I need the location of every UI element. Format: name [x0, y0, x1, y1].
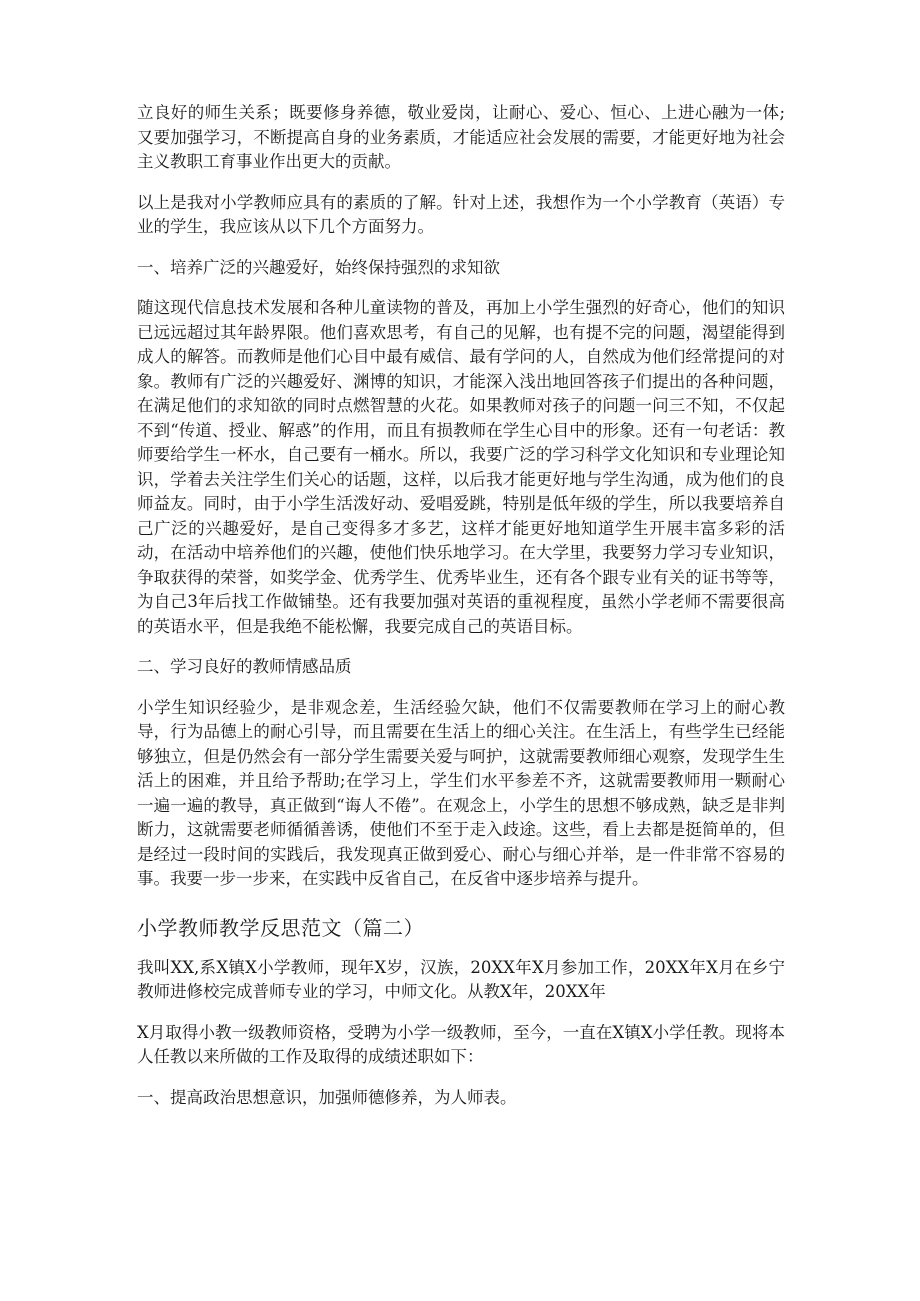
document-page	[137, 101, 785, 1126]
section-heading-emotional-quality: 二、学习良好的教师情感品质	[137, 657, 352, 676]
paragraph-self-intro: 我叫XX,系X镇X小学教师，现年X岁，汉族，20XX年X月参加工作，20XX年X月在乡宁教师进修校完成普师专业的学习，中师文化。从教X年，20XX年	[137, 957, 785, 1001]
article-title: 小学教师教学反思范文（篇二）	[137, 915, 424, 940]
paragraph-teacher-relations: 立良好的师生关系；既要修身养德，敬业爱岗，让耐心、爱心、恒心、上进心融为一体;又要加强学习，不断提高自身的业务素质，才能适应社会发展的需要，才能更好地为社会主义教职工育事业作出更大的贡献。	[137, 103, 785, 171]
paragraph-qualification: X月取得小教一级教师资格，受聘为小学一级教师，至今，一直在X镇X小学任教。现将本人任教以来所做的工作及取得的成绩述职如下：	[137, 1022, 785, 1066]
section-heading-interests: 一、培养广泛的兴趣爱好，始终保持强烈的求知欲	[137, 257, 500, 277]
section-heading-political: 一、提高政治思想意识，加强师德修养，为人师表。	[137, 1087, 517, 1107]
paragraph-interests: 随这现代信息技术发展和各种儿童读物的普及，再加上小学生强烈的好奇心，他们的知识已远远超过其年龄界限。他们喜欢思考，有自己的见解，也有提不完的问题，渴望能得到成人的解答。而教师是他们心目中最有威信、最有学问的人，自然成为他们经常提问的对象。教师有广泛的兴趣爱好、渊博的知识，才能深入浅出地回答孩子们提出的各种问题，在满足他们的求知欲的同时点燃智慧的火花。如果教师对孩子的问题一问三不知，不仅起不到“传道、授业、解惑”的作用，而且有损教师在学生心目中的形象。还有一句老话：教师要给学生一杯水，自己要有一桶水。所以，我要广泛的学习科学文化知识和专业理论知识，学着去关注学生们关心的话题，这样，以后我才能更好地与学生沟通，成为他们的良师益友。同时，由于小学生活泼好动、爱唱爱跳，特别是低年级的学生，所以我要培养自己广泛的兴趣爱好，是自己变得多才多艺，这样才能更好地知道学生开展丰富多彩的活动，在活动中培养他们的兴趣，使他们快乐地学习。在大学里，我要努力学习专业知识，争取获得的荣誉，如奖学金、优秀学生、优秀毕业生，还有各个跟专业有关的证书等等，为自己3年后找工作做铺垫。还有我要加强对英语的重视程度，虽然小学老师不需要很高的英语水平，但是我绝不能松懈，我要完成自己的英语目标。	[137, 298, 785, 636]
paragraph-emotional-quality: 小学生知识经验少，是非观念差，生活经验欠缺，他们不仅需要教师在学习上的耐心教导，行为品德上的耐心引导，而且需要在生活上的细心关注。在生活上，有些学生已经能够独立，但是仍然会有一部分学生需要关爱与呵护，这就需要教师细心观察，发现学生生活上的困难，并且给予帮助;在学习上，学生们水平参差不齐，这就需要教师用一颗耐心一遍一遍的教导，真正做到“诲人不倦”。在观念上，小学生的思想不够成熟，缺乏是非判断力，这就需要老师循循善诱，使他们不至于走入歧途。这些，看上去都是挺简单的，但是经过一段时间的实践后，我发现真正做到爱心、耐心与细心并举，是一件非常不容易的事。我要一步一步来，在实践中反省自己，在反省中逐步培养与提升。	[137, 697, 785, 888]
paragraph-intro-effort: 以上是我对小学教师应具有的素质的了解。针对上述，我想作为一个小学教育（英语）专业的学生，我应该从以下几个方面努力。	[137, 192, 785, 236]
